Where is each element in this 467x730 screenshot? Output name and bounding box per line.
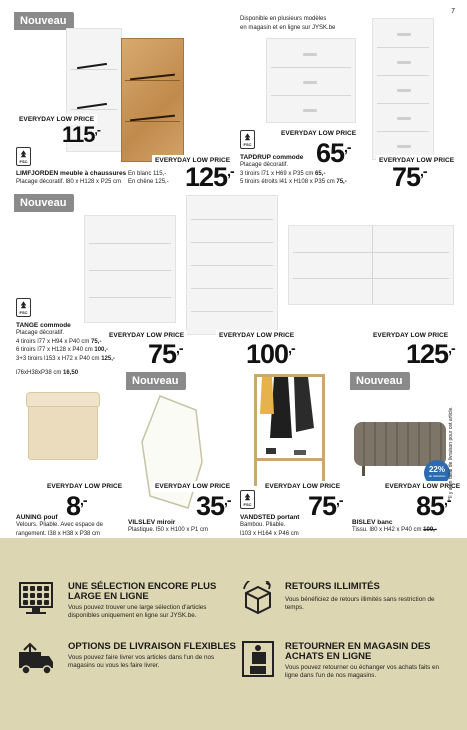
price-suffix: ,-: [176, 340, 183, 356]
feature-text: Vous pouvez retourner ou échanger vos achats faits en ligne dans l'un de nos magasins.: [285, 664, 440, 679]
fsc-logo: FSC: [240, 490, 255, 509]
price-suffix: ,-: [80, 492, 87, 508]
price-strip: EVERYDAY LOW PRICE: [106, 330, 187, 341]
product-title: LIMFJORDEN meuble à chaussures: [16, 170, 127, 177]
features-panel: [0, 538, 467, 730]
price-value: 125: [406, 339, 449, 369]
price-strip: EVERYDAY LOW PRICE: [152, 481, 233, 492]
shoe-cabinet-oak-image: [121, 38, 184, 162]
price-pouf: [66, 493, 87, 520]
new-badge: Nouveau: [14, 194, 74, 212]
price-strip: EVERYDAY LOW PRICE: [370, 330, 451, 341]
price-value: 85: [416, 491, 445, 521]
product-desc: Placage décoratif. l80 x H128 x P25 cm: [16, 179, 122, 185]
dresser-4-drawer-image: [84, 215, 176, 323]
feature-title: UNE SÉLECTION ENCORE PLUS LARGE EN LIGNE: [68, 581, 217, 602]
availability-note: Disponible en plusieurs modèles en magasin et en ligne sur JYSK.be: [240, 16, 336, 31]
fsc-logo: FSC: [16, 298, 31, 317]
price-rack: [308, 493, 343, 520]
price-strip: EVERYDAY LOW PRICE: [152, 155, 233, 166]
product-desc: Placage décoratif. 4 tiroirs l77 x H94 x P40 cm 75,- 6 tiroirs l77 x H128 x P40 cm 100,- 3+3 tiroirs l153 x H72 x P40 cm 125,-: [16, 330, 115, 362]
price-strip: EVERYDAY LOW PRICE: [44, 481, 125, 492]
variant-oak: En chêne 125,-: [128, 179, 169, 185]
price-strip: EVERYDAY LOW PRICE: [382, 481, 463, 492]
product-title: BISLEV banc: [352, 519, 393, 526]
price-suffix: ,-: [336, 492, 343, 508]
pouf-image: [22, 392, 104, 462]
price-value: 65: [316, 138, 345, 168]
price-suffix: ,-: [444, 492, 451, 508]
price-value: 75: [148, 339, 177, 369]
product-title: TAPDRUP commode: [240, 154, 304, 161]
price-strip: EVERYDAY LOW PRICE: [278, 128, 359, 139]
price-suffix: ,-: [448, 340, 455, 356]
dresser-5-drawer-image: [372, 18, 434, 160]
dresser-wide-image: [288, 225, 454, 305]
price-strip: EVERYDAY LOW PRICE: [376, 155, 457, 166]
new-badge: Nouveau: [14, 12, 74, 30]
price-strip: EVERYDAY LOW PRICE: [216, 330, 297, 341]
feature-text: Vous pouvez faire livrer vos articles dans l'un de nos magasins ou vous les faire livrer.: [68, 654, 215, 669]
product-desc: Placage décoratif. 3 tiroirs l71 x H69 x P35 cm 65,- 5 tiroirs étroits l41 x H108 x P35 cm 75,-: [240, 162, 347, 185]
returns-box-icon: [240, 581, 276, 617]
price-value: 75: [308, 491, 337, 521]
new-badge: Nouveau: [350, 372, 410, 390]
feature-title: OPTIONS DE LIVRAISON FLEXIBLES: [68, 641, 236, 652]
price-mirror: [196, 493, 231, 520]
delivery-truck-icon: [16, 642, 56, 678]
price-value: 100: [246, 339, 289, 369]
product-desc: Tissu. l80 x H42 x P40 cm 109,-: [352, 527, 437, 533]
price-4-drawer: [148, 341, 183, 368]
price-suffix: ,-: [420, 163, 427, 179]
product-desc: Bambou. Pliable. l103 x H164 x P46 cm: [240, 522, 299, 537]
product-desc: Velours. Pliable. Avec espace de rangement. l38 x H38 x P38 cm: [16, 522, 103, 537]
price-oak: [185, 164, 234, 191]
new-badge: Nouveau: [126, 372, 186, 390]
discount-badge: 22% de réduction: [424, 460, 450, 486]
variant-white: En blanc 115,-: [128, 171, 167, 177]
store-return-icon: [240, 640, 276, 678]
dresser-6-drawer-image: [186, 195, 278, 335]
price-suffix: ,-: [224, 492, 231, 508]
product-title: VILSLEV miroir: [128, 519, 176, 526]
clothing-rack-image: [244, 368, 336, 490]
online-catalog-icon: [18, 581, 54, 617]
price-value: 35: [196, 491, 225, 521]
price-value: 8: [66, 491, 81, 521]
price-suffix: ,-: [344, 139, 351, 155]
price-value: 75: [392, 162, 421, 192]
dresser-3-drawer-image: [266, 38, 356, 123]
price-strip: EVERYDAY LOW PRICE: [16, 114, 97, 125]
price-suffix: ,-: [227, 163, 234, 179]
feature-title: RETOURS ILLIMITÉS: [285, 581, 380, 592]
price-5-drawer: [392, 164, 427, 191]
price-strip: EVERYDAY LOW PRICE: [262, 481, 343, 492]
fsc-logo: FSC: [16, 147, 31, 166]
price-white: [62, 124, 100, 146]
price-suffix: ,-: [94, 123, 100, 137]
delivery-note: *Il y a un délai de livraison pour cet article.: [448, 406, 454, 500]
auning-size: l76xH38xP38 cm 16,50: [16, 370, 79, 376]
price-value: 115: [62, 122, 95, 147]
feature-title: RETOURNER EN MAGASIN DES ACHATS EN LIGNE: [285, 641, 431, 662]
fsc-logo: FSC: [240, 130, 255, 149]
feature-text: Vous bénéficiez de retours illimités sans restriction de temps.: [285, 596, 435, 611]
page-number: 7: [451, 8, 455, 15]
price-value: 125: [185, 162, 228, 192]
product-title: AUNING pouf: [16, 514, 58, 521]
price-suffix: ,-: [288, 340, 295, 356]
price-wide: [406, 341, 455, 368]
product-desc: Plastique. l50 x H100 x P1 cm: [128, 527, 209, 533]
price-bench: [416, 493, 451, 520]
product-title: VANDSTED portant: [240, 514, 300, 521]
price-6-drawer: [246, 341, 295, 368]
product-title: TANGE commode: [16, 322, 71, 329]
feature-text: Vous pouvez trouver une large sélection d'articles disponibles uniquement en ligne sur JYSK.be.: [68, 604, 207, 619]
